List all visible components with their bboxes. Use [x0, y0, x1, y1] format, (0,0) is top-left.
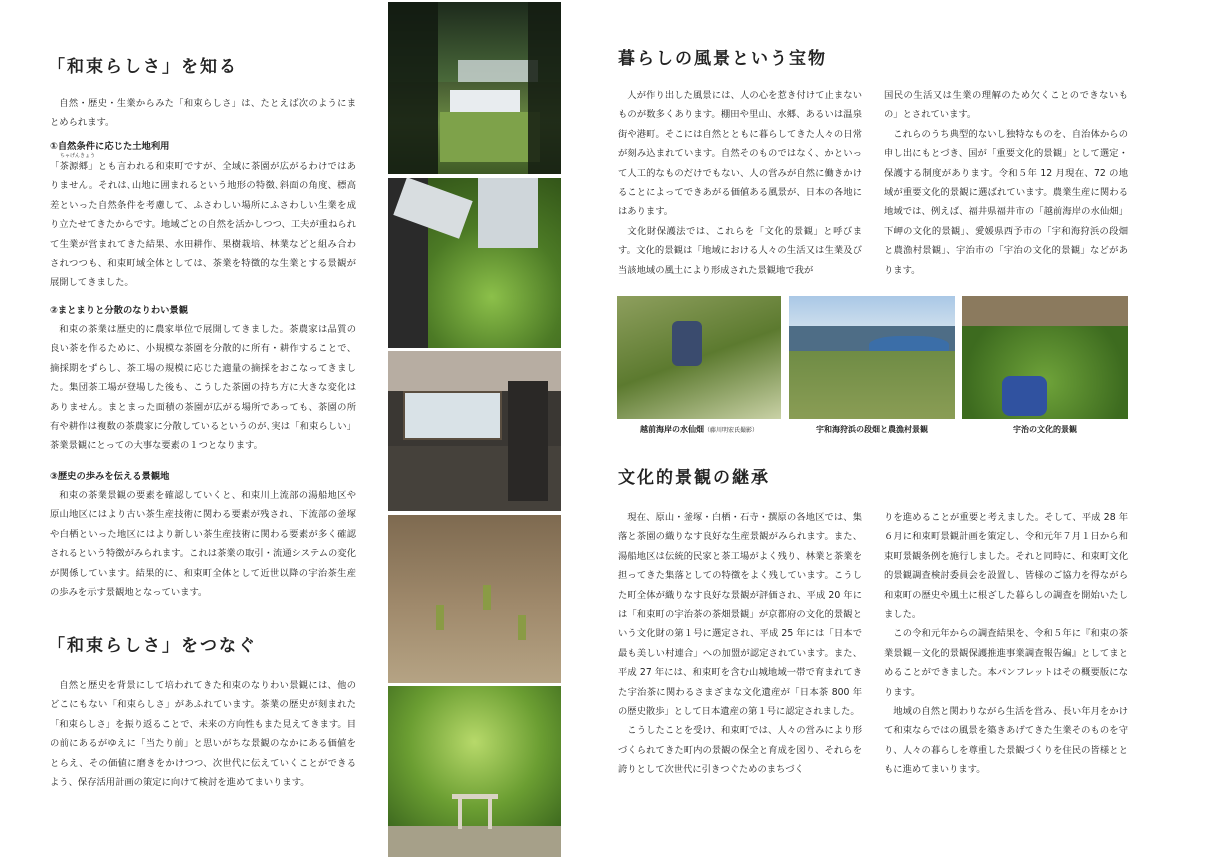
- right-col4-para2: この令和元年からの調査結果を、令和５年に『和束の茶業景観－文化的景観保護推進事業調査報告編』としてまとめることができました。本パンフレットはその概要版になります。: [884, 628, 1128, 698]
- right-col4-para3: 地域の自然と関わりながら生活を営み、長い年月をかけて和束ならではの風景を築きあげてきた生業そのものを守り、人々の暮らしを尊重した景観づくりを住民の皆様とともに進めてまいります。: [884, 706, 1128, 776]
- photo-echizen-narcissus: [617, 296, 781, 419]
- factory-window: [403, 391, 502, 440]
- left-text-connect: 自然と歴史を背景にして培われてきた和束のなりわい景観には、他のどこにもない「和束らしさ」があふれています。茶業の歴史が刻まれた「和束らしさ」を振り返ることで、未来の方向性もまた見えてきます。目の前にあるがゆえに「当たり前」と思いがちな景観のなかにある価値をとらえ、その価値に磨きをかけつつ、次世代に伝えていくことができるよう、保存活用計画の策定に向けて検討を進めてまいります。: [50, 680, 356, 789]
- left-heading-history-landscape: ③歴史の歩みを伝える景観地: [50, 471, 170, 482]
- caption-echizen-credit: （藤川明宏氏撮影）: [703, 427, 758, 434]
- right-col1-para2: 文化財保護法では、これらを「文化的景観」と呼びます。文化的景観は「地域における人々の生活又は生業及び当該地域の風土により形成された景観地で我が: [618, 225, 862, 276]
- photo-uji-landscape: [962, 296, 1128, 419]
- photo-tea-picking: [388, 178, 561, 348]
- caption-echizen: [617, 424, 781, 435]
- right-col3-para1: 現在、原山・釜塚・白栖・石寺・撰原の各地区では、集落と茶園の織りなす良好な生産景観がみられます。また、湯船地区は伝統的民家と茶工場がよく残り、林業と茶業を担ってきた集落としての特徴をよく残しています。こうした町全体が織りなす良好な景観が評価され、平成 20 年には「和束町の宇治茶の茶畑景観」が京都府の文化的景観という文化財の第１号に選定され、平成 25 年には「日本で最も美しい村連合」への加盟が認定されています。また、平成 27 年には、和束町を含む山城地域一帯で育まれてきた宇治茶に関わるさまざまな文化遺産が「日本茶 800 年の歴史散歩」として日本遺産の第１号に認定されました。: [618, 512, 862, 718]
- caption-uji: 宇治の文化的景観: [1013, 425, 1077, 434]
- photo-uwa-terraces: [789, 296, 955, 419]
- left-text-natural-conditions: 「茶源郷」とも言われる和束町ですが、全域に茶園が広がるわけではありません。それは､山地に囲まれるという地形の特徴､斜面の角度、標高差といった自然条件を考慮して、ふさわしい場所にふさわしい生業を成り立たせてきたからです。地域ごとの自然を活かしつつ、工夫が重ねられて生業が営まれてきた結果、水田耕作、果樹栽培、林業などと組み合わされつつも、和束町域全体としては、茶業を特徴的な生業とする景観が展開してきました。: [50, 161, 356, 289]
- right-col1-para1: 人が作り出した風景には、人の心を惹き付けて止まないものが数多くあります。棚田や里山、水郷、あるいは温泉街や港町。そこには自然とともに暮らしてきた人々の日常が刻み込まれています。自然そのものではなく、かといって人工的なものだけでもない、人の営みが自然に働きかけることによってできあがる価値ある風景が、日本の各地にはあります。: [618, 90, 862, 218]
- tea-basket: [1002, 376, 1047, 416]
- photo-forest-tea-field: [388, 2, 561, 174]
- left-text-history-landscape: 和束の茶業景観の要素を確認していくと、和束川上流部の湯船地区や原山地区にはより古い茶生産技術に関わる要素が残され、下流部の釜塚や白栖といった地区にはより新しい茶生産技術に関わる要素が多く確認されるという特徴がみられます。これは茶業の取引・流通システムの変化が関係しています。結果的に、和束町全体として近世以降の宇治茶生産の歩みを示す景観地となっています。: [50, 490, 356, 599]
- right-section-title-inherit: 文化的景観の継承: [618, 468, 770, 488]
- picker-sleeve: [478, 178, 538, 248]
- left-intro-text: 自然・歴史・生業からみた「和束らしさ」は、たとえば次のようにまとめられます。: [50, 98, 356, 129]
- left-text-scattered-landscape: 和束の茶業は歴史的に農家単位で展開してきました。茶農家は品質の良い茶を作るために、小規模な茶園を分散的に所有・耕作することで、摘採期をずらし、茶工場の規模に応じた適量の摘採をおこなってきました。集団茶工場が登場した後も、こうした茶園の持ち方に大きな変化はありません。まとまった面積の茶園が広がる場所であっても、茶園の所有や耕作は複数の茶農家に分散しているというのが､実は「和束らしい」茶業景観にとっての大事な要素の１つとなります。: [50, 324, 356, 452]
- right-col4: [884, 508, 1128, 780]
- right-col1: [618, 86, 862, 280]
- photo-tea-factory: [388, 351, 561, 511]
- photo-shrine-torii: [388, 686, 561, 857]
- right-col2: [884, 86, 1128, 280]
- caption-uwa: 宇和海狩浜の段畑と農漁村景観: [816, 425, 928, 434]
- left-section-title-know: 「和束らしさ」を知る: [48, 57, 238, 77]
- left-section-title-connect: 「和束らしさ」をつなぐ: [48, 636, 257, 656]
- photo-tea-seedlings: [388, 515, 561, 683]
- right-section-title-treasure: 暮らしの風景という宝物: [618, 49, 827, 69]
- right-col4-para1: りを進めることが重要と考えました。そして、平成 28 年６月に和束町景観計画を策定し、令和元年７月１日から和束町景観条例を施行しました。それと同時に、和束町文化的景観調査検討委員会を設置し、皆様のご協力を得ながら和束町の歴史や風土に根ざした暮らしの調査を開始いたしました。: [884, 512, 1128, 621]
- right-col2-para2: これらのうち典型的ないし独特なものを、自治体からの申し出にもとづき、国が「重要文化的景観」として選定・保護する制度があります。令和５年 12 月現在、72 の地域が重要文化的景観に選ばれています。農業生産に関わる地域では、例えば、福井県福井市の「越前海岸の水仙畑」下岬の文化的景観」、愛媛県西予市の「宇和海狩浜の段畑と農漁村景観」、宇治市の「宇治の文化的景観」などがあります。: [884, 128, 1128, 276]
- right-col3: [618, 508, 862, 780]
- caption-echizen-title: 越前海岸の水仙畑: [639, 425, 704, 434]
- left-heading-scattered-landscape: ②まとまりと分散のなりわい景観: [50, 305, 189, 316]
- left-heading-natural-conditions: ①自然条件に応じた土地利用: [50, 141, 170, 152]
- farmer-figure: [672, 321, 702, 366]
- ruby-chagenkyo: ちゃげんきょう: [60, 153, 96, 159]
- right-col3-para2: こうしたことを受け、和束町では、人々の営みにより形づくられてきた町内の景観の保全と育成を図り、それらを誇りとして次世代に引きつぐためのまちづく: [618, 725, 862, 776]
- right-col2-para1: 国民の生活又は生業の理解のため欠くことのできないもの」とされています。: [884, 90, 1128, 121]
- white-shade-cover: [450, 90, 520, 112]
